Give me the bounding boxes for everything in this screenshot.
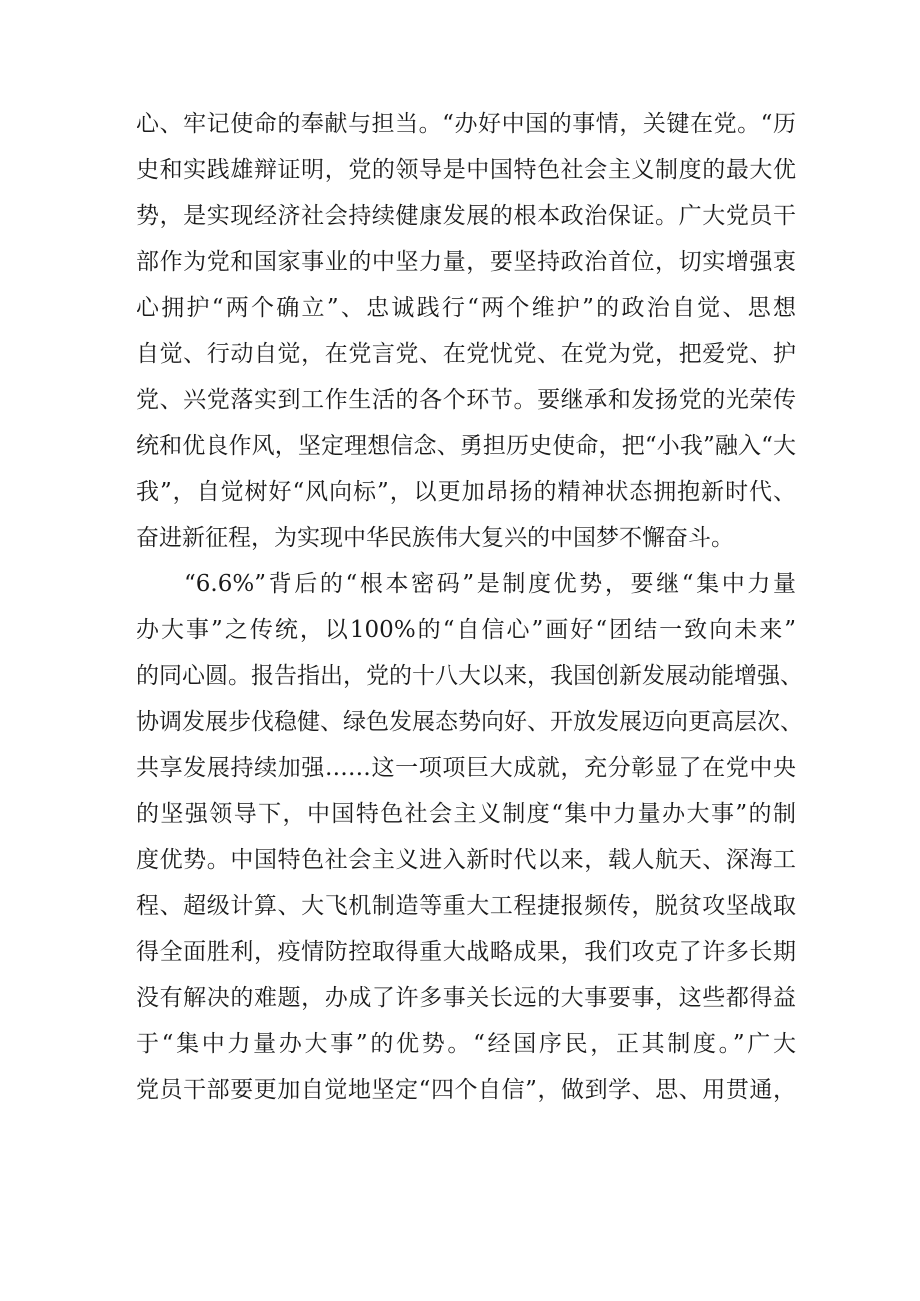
text-line: 协调发展步伐稳健、绿色发展态势向好、开放发展迈向更高层次、 [136, 709, 803, 735]
text-line: 我”，自觉树好“风向标”，以更加昂扬的精神状态拥抱新时代、 [136, 479, 796, 505]
text-line: 心拥护“两个确立”、忠诚践行“两个维护”的政治自觉、思想 [136, 295, 796, 321]
text-line: 势，是实现经济社会持续健康发展的根本政治保证。广大党员干 [136, 203, 796, 229]
paragraph-first-line: “6.6%”背后的“根本密码”是制度优势，要继“集中力量 [184, 571, 796, 597]
text-line: 党、兴党落实到工作生活的各个环节。要继承和发扬党的光荣传 [136, 387, 796, 413]
text-line: 史和实践雄辩证明，党的领导是中国特色社会主义制度的最大优 [136, 157, 796, 183]
text-line: 程、超级计算、大飞机制造等重大工程捷报频传，脱贫攻坚战取 [136, 893, 796, 919]
text-line: 的坚强领导下，中国特色社会主义制度“集中力量办大事”的制 [136, 801, 796, 827]
text-line: 的同心圆。报告指出，党的十八大以来，我国创新发展动能增强、 [136, 663, 803, 689]
text-line: 心、牢记使命的奉献与担当。“办好中国的事情，关键在党。“历 [136, 111, 796, 137]
text-line: 没有解决的难题，办成了许多事关长远的大事要事，这些都得益 [136, 985, 796, 1011]
text-line: 度优势。中国特色社会主义进入新时代以来，载人航天、深海工 [136, 847, 796, 873]
text-line: 党员干部要更加自觉地坚定“四个自信”，做到学、思、用贯通， [136, 1077, 796, 1103]
text-line: 自觉、行动自觉，在党言党、在党忧党、在党为党，把爱党、护 [136, 341, 796, 367]
text-line: 办大事”之传统，以100%的“自信心”画好“团结一致向未来” [136, 617, 796, 643]
text-line: 奋进新征程，为实现中华民族伟大复兴的中国梦不懈奋斗。 [136, 525, 734, 551]
text-line: 共享发展持续加强……这一项项巨大成就，充分彰显了在党中央 [136, 755, 796, 781]
text-line: 得全面胜利，疫情防控取得重大战略成果，我们攻克了许多长期 [136, 939, 796, 965]
text-line: 于“集中力量办大事”的优势。“经国序民，正其制度。”广大 [136, 1031, 796, 1057]
text-line: 部作为党和国家事业的中坚力量，要坚持政治首位，切实增强衷 [136, 249, 796, 275]
text-line: 统和优良作风，坚定理想信念、勇担历史使命，把“小我”融入“大 [136, 433, 796, 459]
